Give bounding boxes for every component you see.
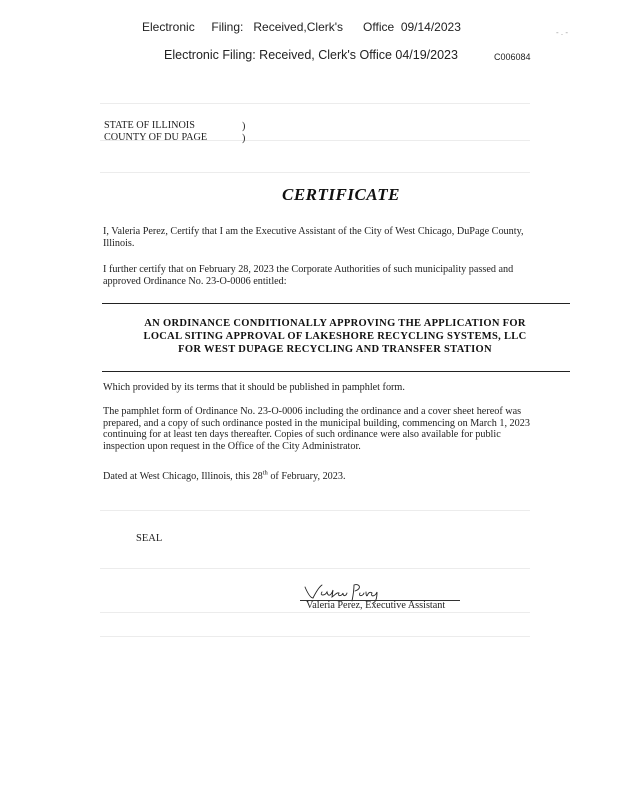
dated-prefix: Dated at West Chicago, Illinois, this 28 bbox=[103, 471, 263, 482]
publication-paragraph: The pamphlet form of Ordinance No. 23-O-0006 including the ordinance and a cover sheet hereof was prepared, and a copy of such ordinance posted in the municipal building, commencing on March 1, 2023 continuing for at least ten days thereafter. Copies of such ordinance were also available for public inspection upon request in the Office of the City Administrator. bbox=[103, 406, 530, 452]
ordinance-title-line: FOR WEST DUPAGE RECYCLING AND TRANSFER STATION bbox=[178, 344, 492, 355]
divider-top bbox=[102, 303, 570, 304]
bleed-through-line bbox=[100, 612, 530, 613]
corner-marks: - . - bbox=[556, 28, 568, 37]
venue-county: COUNTY OF DU PAGE bbox=[104, 132, 208, 143]
ordinance-title bbox=[100, 317, 570, 356]
certification-paragraph: I, Valeria Perez, Certify that I am the Executive Assistant of the City of West Chicago, DuPage County, Illinois. bbox=[103, 226, 524, 249]
venue-brace: ) bbox=[242, 121, 246, 132]
filing-stamp-2: Electronic Filing: Received, Clerk's Office 04/19/2023 bbox=[164, 48, 458, 62]
seal-label: SEAL bbox=[136, 533, 163, 544]
bleed-through-line bbox=[100, 172, 530, 173]
dated-suffix: of February, 2023. bbox=[267, 471, 346, 482]
bleed-through-line bbox=[100, 568, 530, 569]
filing-stamp-1: Electronic Filing: Received,Clerk's Office 09/14/2023 bbox=[142, 20, 461, 34]
ordinance-title-line: AN ORDINANCE CONDITIONALLY APPROVING THE APPLICATION FOR bbox=[144, 318, 526, 329]
document-title: CERTIFICATE bbox=[282, 185, 400, 204]
venue-brace: ) bbox=[242, 133, 246, 144]
ordinance-title-line: LOCAL SITING APPROVAL OF LAKESHORE RECYCLING SYSTEMS, LLC bbox=[143, 331, 527, 342]
pamphlet-paragraph: Which provided by its terms that it should be published in pamphlet form. bbox=[103, 382, 405, 393]
ordinance-passage-paragraph: I further certify that on February 28, 2023 the Corporate Authorities of such municipality passed and approved Ordinance No. 23-O-0006 entitled: bbox=[103, 264, 514, 287]
venue-state: STATE OF ILLINOIS bbox=[104, 120, 195, 131]
dated-line bbox=[103, 471, 346, 483]
document-code: C006084 bbox=[494, 52, 531, 62]
bleed-through-line bbox=[100, 636, 530, 637]
bleed-through-line bbox=[100, 510, 530, 511]
signatory-name: Valeria Perez, Executive Assistant bbox=[306, 600, 446, 611]
dated-ordinal: th bbox=[262, 469, 268, 477]
divider-bottom bbox=[102, 371, 570, 372]
bleed-through-line bbox=[100, 103, 530, 104]
